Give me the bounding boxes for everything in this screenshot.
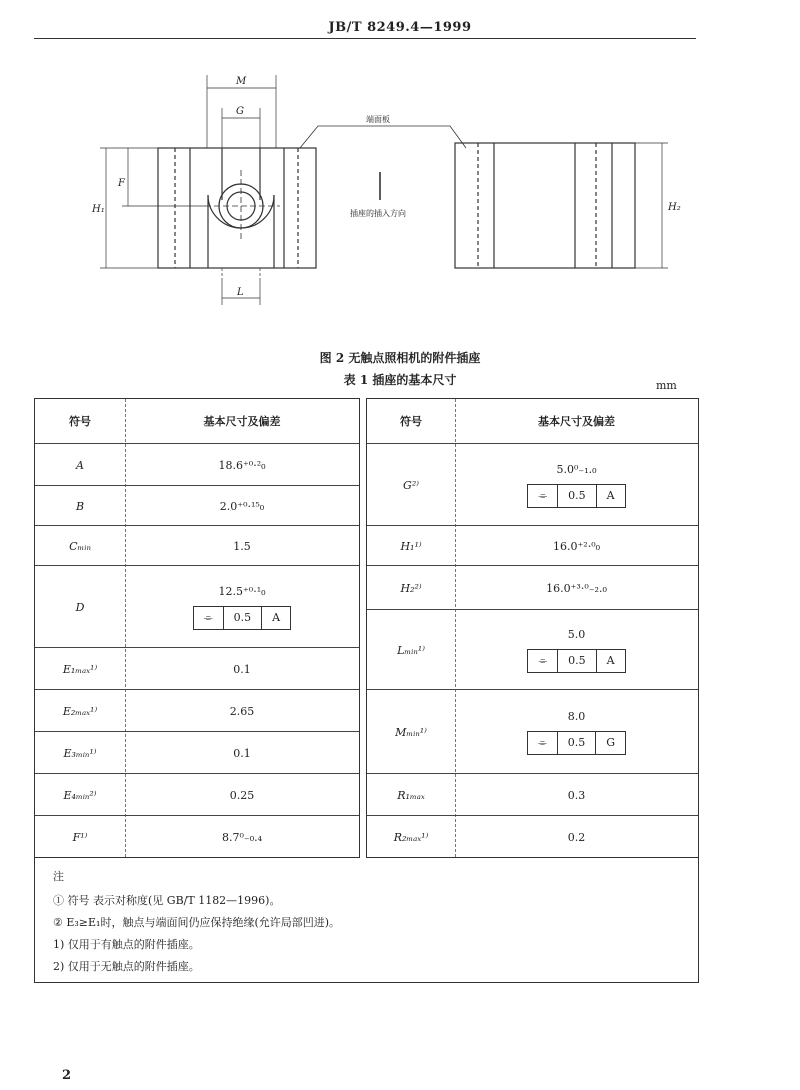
note-line: 1) 仅用于有触点的附件插座。 (53, 938, 200, 951)
symbol-cell: Mₘᵢₙ¹⁾ (395, 725, 427, 739)
header-rule (34, 38, 696, 39)
notes-title: 注 (53, 870, 64, 883)
symbol-cell: B (75, 499, 85, 513)
page-number: 2 (62, 1068, 72, 1083)
value-cell: 16.0⁺²·⁰₀ (552, 539, 601, 553)
symbol-cell: E₂ₘₐₓ¹⁾ (62, 704, 98, 718)
table-row (367, 689, 698, 774)
value-cell: 0.2 (567, 830, 586, 844)
table-row (35, 731, 359, 774)
symbol-cell: R₂ₘₐₓ¹⁾ (393, 830, 429, 844)
symbol-cell: G²⁾ (403, 478, 419, 492)
symbol-cell: E₃ₘᵢₙ¹⁾ (63, 746, 97, 760)
value-cell: 8.0 (567, 709, 586, 723)
value-cell: 5.0⁰₋₁.₀ (556, 462, 597, 476)
symbol-cell: D (75, 600, 85, 614)
datum-ref: A (261, 607, 290, 629)
header-value: 基本尺寸及偏差 (203, 415, 281, 428)
value-cell: 0.1 (233, 746, 251, 760)
value-cell: 0.3 (567, 788, 586, 802)
table-row (35, 773, 359, 816)
standard-number: JB/T 8249.4—1999 (328, 20, 472, 35)
tolerance-value: 0.5 (557, 732, 596, 754)
symbol-cell: Lₘᵢₙ¹⁾ (397, 643, 425, 657)
value-cell: 8.7⁰₋₀.₄ (221, 830, 263, 844)
table-row (35, 443, 359, 486)
note-line: 2) 仅用于无触点的附件插座。 (53, 960, 200, 973)
dim-label-f: F (118, 178, 125, 189)
tolerance-value: 0.5 (557, 485, 596, 507)
symmetry-icon: ⌯ (538, 488, 548, 502)
table-row (35, 565, 359, 648)
socket-drawing (0, 40, 800, 340)
symmetry-icon: ⌯ (538, 653, 548, 667)
table-row (367, 815, 698, 858)
table-row (35, 689, 359, 732)
table-row (35, 815, 359, 858)
table-row (367, 443, 698, 526)
table-row (35, 525, 359, 566)
value-cell: 5.0 (567, 627, 586, 641)
value-cell: 0.25 (229, 788, 255, 802)
dim-label-h1: H₁ (92, 204, 105, 215)
value-cell: 2.65 (229, 704, 255, 718)
notes-box (34, 858, 699, 983)
figure-caption: 图 2 无触点照相机的附件插座 (319, 351, 481, 365)
table-caption: 表 1 插座的基本尺寸 (343, 373, 457, 387)
symbol-cell: E₁ₘₐₓ¹⁾ (62, 662, 98, 676)
header-value: 基本尺寸及偏差 (538, 415, 615, 428)
dim-label-m: M (236, 76, 247, 87)
value-cell: 12.5⁺⁰·¹₀ (218, 584, 266, 598)
tolerance-value: 0.5 (223, 607, 262, 629)
tolerance-frame (527, 649, 625, 673)
leader-label: 端面板 (366, 115, 390, 124)
table-row (367, 773, 698, 816)
value-cell: 0.1 (233, 662, 251, 676)
datum-ref: G (595, 732, 625, 754)
datum-ref: A (596, 650, 625, 672)
dim-label-l: L (237, 287, 244, 298)
tolerance-frame (527, 731, 626, 755)
datum-ref: A (596, 485, 625, 507)
value-cell: 1.5 (233, 539, 251, 553)
value-cell: 2.0⁺⁰·¹⁵₀ (219, 499, 265, 513)
table-row (367, 609, 698, 690)
symbol-cell: E₄ₘᵢₙ²⁾ (63, 788, 97, 802)
table-row (367, 525, 698, 566)
dim-label-g: G (236, 106, 244, 117)
value-cell: 16.0⁺³·⁰₋₂.₀ (546, 581, 607, 595)
symbol-cell: R₁ₘₐₓ (397, 788, 425, 802)
symbol-cell: Cₘᵢₙ (69, 539, 91, 553)
symbol-cell: H₂²⁾ (400, 581, 422, 595)
symbol-cell: H₁¹⁾ (400, 539, 422, 553)
unit-label: mm (656, 379, 677, 392)
note-line: ② E₃≥E₁时，触点与端面间仍应保持绝缘(允许局部凹进)。 (53, 916, 341, 929)
table-row (35, 485, 359, 526)
symbol-cell: A (76, 458, 84, 472)
symmetry-icon: ⌯ (537, 735, 547, 749)
tolerance-frame (193, 606, 291, 630)
symmetry-icon: ⌯ (203, 610, 213, 624)
dim-label-h2: H₂ (668, 202, 681, 213)
symbol-cell: F¹⁾ (72, 830, 88, 844)
dimension-table-right (366, 398, 699, 858)
header-symbol: 符号 (400, 415, 422, 428)
value-cell: 18.6⁺⁰·²₀ (218, 458, 266, 472)
arrow-label: 插座的插入方向 (350, 209, 406, 218)
dimension-table-left (34, 398, 360, 858)
tolerance-value: 0.5 (557, 650, 596, 672)
note-line: ① 符号 表示对称度(见 GB/T 1182—1996)。 (53, 894, 281, 907)
tolerance-frame (527, 484, 625, 508)
table-row (35, 647, 359, 690)
table-row (367, 565, 698, 610)
header-symbol: 符号 (69, 415, 91, 428)
